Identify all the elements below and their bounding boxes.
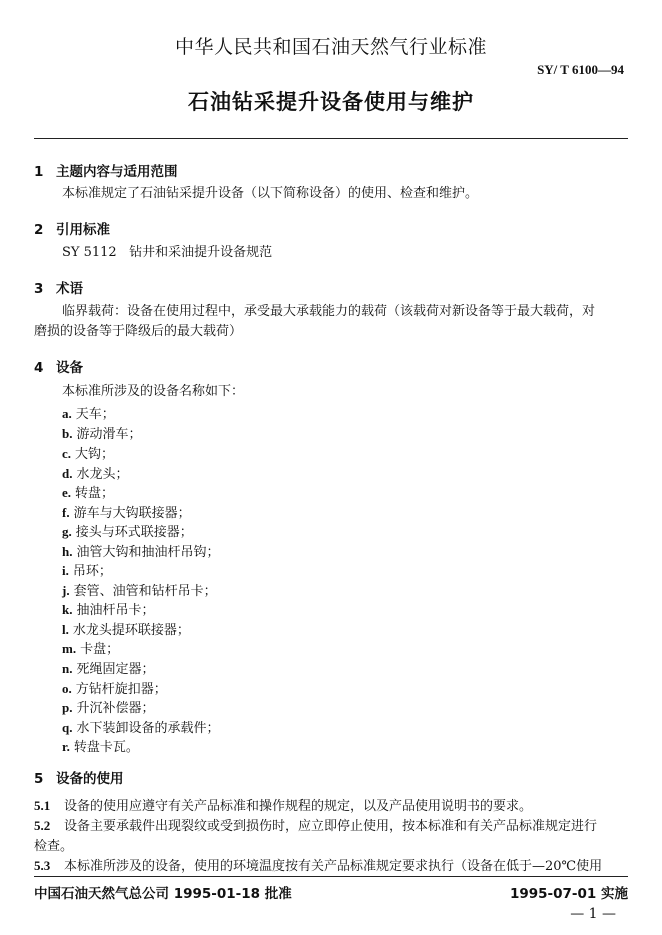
section-number: 4: [34, 360, 44, 376]
section-number: 2: [34, 222, 44, 238]
list-item: f. 游车与大钩联接器；: [62, 505, 191, 521]
section-title: 设备: [56, 360, 83, 376]
list-item: i. 吊环；: [62, 563, 112, 579]
page-number: — 1 —: [570, 906, 616, 922]
list-item: r. 转盘卡瓦。: [62, 739, 139, 755]
list-item: d. 水龙头；: [62, 466, 129, 482]
section-2-heading: [34, 218, 110, 238]
list-item: a. 天车；: [62, 406, 115, 422]
section-title: 引用标准: [56, 222, 110, 238]
list-item: q. 水下装卸设备的承载件；: [62, 720, 220, 736]
section-1-text: 本标准规定了石油钻采提升设备（以下简称设备）的使用、检查和维护。: [62, 186, 479, 201]
org-standard-heading: 中华人民共和国石油天然气行业标准: [174, 36, 487, 58]
section-number: 1: [34, 164, 44, 180]
referenced-standard: SY 5112 钻井和采油提升设备规范: [62, 245, 273, 260]
section-title: 主题内容与适用范围: [56, 164, 178, 180]
equipment-intro: 本标准所涉及的设备名称如下：: [62, 384, 245, 399]
list-item: l. 水龙头提环联接器；: [62, 622, 190, 638]
section-number: 5: [34, 771, 44, 787]
list-item: k. 抽油杆吊卡；: [62, 602, 155, 618]
effective-date-line: 1995-07-01 实施: [509, 886, 628, 902]
list-item: p. 升沉补偿器；: [62, 700, 155, 716]
list-item: e. 转盘；: [62, 485, 115, 501]
list-item: b. 游动滑车；: [62, 426, 142, 442]
clause-5-2-continuation: 检查。: [34, 839, 74, 854]
standard-number: SY/ T 6100—94: [537, 62, 624, 77]
list-item: j. 套管、油管和钻杆吊卡；: [62, 583, 217, 599]
section-5-heading: [34, 767, 124, 787]
list-item: o. 方钻杆旋扣器；: [62, 681, 167, 697]
definition-line-1: 临界载荷：设备在使用过程中，承受最大承载能力的载荷（该载荷对新设备等于最大载荷，对: [62, 304, 596, 319]
list-item: c. 大钩；: [62, 446, 115, 462]
section-title: 设备的使用: [56, 771, 124, 787]
section-1-heading: [34, 160, 178, 180]
footer-rule: [34, 876, 628, 877]
definition-line-2: 磨损的设备等于降级后的最大载荷）: [34, 324, 243, 339]
clause-5-3: 5.3 本标准所涉及的设备，使用的环境温度按有关产品标准规定要求执行（设备在低于—20℃使用: [34, 858, 603, 874]
approval-line: 中国石油天然气总公司 1995-01-18 批准: [34, 886, 292, 902]
list-item: m. 卡盘；: [62, 641, 120, 657]
list-item: n. 死绳固定器；: [62, 661, 155, 677]
document-title: 石油钻采提升设备使用与维护: [188, 89, 474, 114]
section-3-heading: [34, 277, 83, 297]
section-number: 3: [34, 281, 44, 297]
clause-5-1: 5.1 设备的使用应遵守有关产品标准和操作规程的规定，以及产品使用说明书的要求。: [34, 798, 533, 814]
header-rule: [34, 138, 628, 139]
section-title: 术语: [56, 281, 83, 297]
clause-5-2: 5.2 设备主要承载件出现裂纹或受到损伤时，应立即停止使用，按本标准和有关产品标准规定进行: [34, 818, 598, 834]
section-4-heading: [34, 356, 83, 376]
list-item: h. 油管大钩和抽油杆吊钩；: [62, 544, 220, 560]
list-item: g. 接头与环式联接器；: [62, 524, 193, 540]
